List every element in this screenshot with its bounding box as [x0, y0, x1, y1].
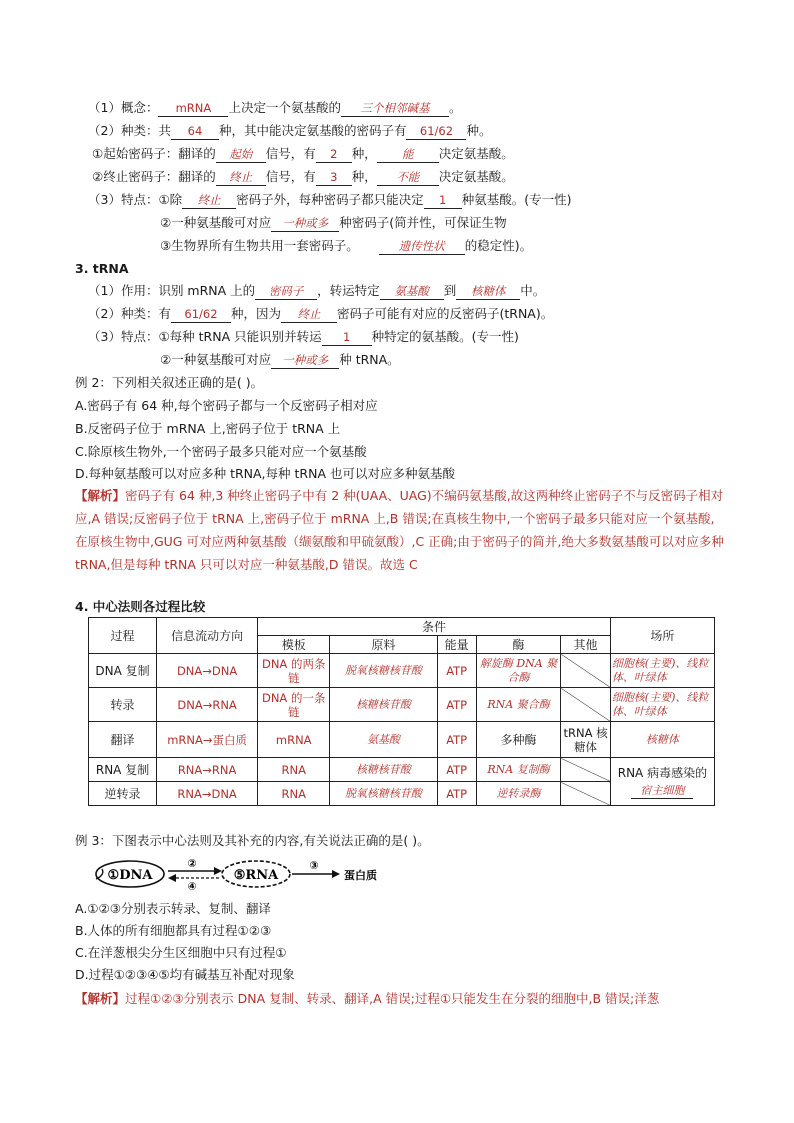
- blank-genetic-trait: 遗传性状: [379, 239, 465, 255]
- blank-stop-3: 终止: [281, 307, 337, 323]
- blank-ribosome: 核糖体: [456, 284, 520, 300]
- codon-concept-line: （1）概念： mRNA 上决定一个氨基酸的 三个相邻碱基 。: [88, 100, 462, 115]
- table-row: DNA 复制 DNA→DNA DNA 的两条链 脱氧核糖核苷酸 ATP 解旋酶 DNA 聚合酶 细胞核(主要)、线粒体、叶绿体: [89, 654, 715, 688]
- header-enzyme: 酶: [476, 636, 561, 654]
- trna-feature-1-line: （3）特点：①每种 tRNA 只能识别并转运 1 种特定的氨基酸。(专一性): [88, 329, 519, 344]
- blank-three-bases: 三个相邻碱基: [341, 101, 449, 117]
- blank-codon: 密码子: [255, 284, 317, 300]
- diagonal-cell: [561, 758, 611, 782]
- blank-stop-2: 终止: [182, 193, 236, 209]
- start-codon-line: ①起始密码子：翻译的 起始 信号，有 2 种， 能 决定氨基酸。: [92, 146, 514, 161]
- example2-option-a: A.密码子有 64 种,每个密码子都与一个反密码子相对应: [75, 398, 378, 413]
- analysis-label: 【解析】: [75, 991, 126, 1006]
- codon-types-line: （2）种类：共 64 种，其中能决定氨基酸的密码子有 61/62 种。: [88, 123, 492, 138]
- table-row: RNA 复制 RNA→RNA RNA 核糖核苷酸 ATP RNA 复制酶 RNA 病毒感染的宿主细胞: [89, 758, 715, 782]
- blank-one-or-more: 一种或多: [271, 216, 339, 232]
- blank-2: 2: [316, 147, 352, 163]
- arrow-2-label: ②: [187, 857, 197, 870]
- example3-question: 例 3：下图表示中心法则及其补充的内容,有关说法正确的是( )。: [75, 833, 430, 848]
- example3-option-d: D.过程①②③④⑤均有碱基互补配对现象: [75, 967, 295, 982]
- header-site: 场所: [610, 618, 714, 654]
- central-dogma-table: [88, 617, 715, 806]
- analysis-label: 【解析】: [75, 488, 126, 503]
- diagonal-cell: [561, 782, 611, 806]
- arrow-2-head-icon: [214, 867, 222, 875]
- table-row: 逆转录 RNA→DNA RNA 脱氧核糖核苷酸 ATP 逆转录酶: [89, 782, 715, 806]
- codon-feature-3-line: ③生物界所有生物共用一套密码子。 遗传性状 的稳定性)。: [160, 238, 533, 253]
- example3-option-a: A.①②③分别表示转录、复制、翻译: [75, 901, 271, 916]
- table-row: 翻译 mRNA→蛋白质 mRNA 氨基酸 ATP 多种酶 tRNA 核糖体 核糖体: [89, 722, 715, 758]
- blank-mrna: mRNA: [158, 101, 228, 117]
- blank-1-b: 1: [322, 330, 372, 346]
- example3-analysis: [75, 987, 725, 1010]
- header-energy: 能量: [437, 636, 476, 654]
- arrow-3-label: ③: [309, 859, 319, 872]
- blank-can: 能: [377, 147, 439, 163]
- example2-analysis: [75, 484, 725, 576]
- blank-host-cell: 宿主细胞: [631, 783, 693, 799]
- header-other: 其他: [561, 636, 611, 654]
- blank-start: 起始: [216, 147, 266, 163]
- table-header-row: [89, 618, 715, 636]
- analysis-text: 过程①②③分别表示 DNA 复制、转录、翻译,A 错误;过程①只能发生在分裂的细胞中,B 错误;洋葱: [125, 991, 660, 1006]
- merged-site-cell: RNA 病毒感染的宿主细胞: [610, 758, 714, 806]
- table-heading: 4. 中心法则各过程比较: [75, 599, 206, 614]
- example2-question: 例 2：下列相关叙述正确的是( )。: [75, 375, 264, 390]
- blank-one-or-more-b: 一种或多: [271, 353, 339, 369]
- diagonal-cell: [561, 654, 611, 688]
- blank-amino-acid: 氨基酸: [380, 284, 444, 300]
- codon-feature-1-line: （3）特点：①除 终止 密码子外，每种密码子都只能决定 1 种氨基酸。(专一性): [88, 192, 572, 207]
- blank-cannot: 不能: [377, 170, 439, 186]
- header-flow: 信息流动方向: [157, 618, 258, 654]
- blank-61-62: 61/62: [406, 124, 466, 140]
- trna-heading: 3. tRNA: [75, 261, 129, 276]
- dna-node-label: ①DNA: [107, 868, 153, 883]
- blank-1: 1: [424, 193, 462, 209]
- codon-feature-2-line: ②一种氨基酸可对应 一种或多 种密码子(简并性，可保证生物: [160, 215, 507, 230]
- blank-61-62-b: 61/62: [171, 307, 231, 323]
- trna-types-line: （2）种类：有 61/62 种，因为 终止 密码子可能有对应的反密码子(tRNA)。: [88, 306, 554, 321]
- arrow-4-head-icon: [168, 874, 176, 882]
- table-row: 转录 DNA→RNA DNA 的一条链 核糖核苷酸 ATP RNA 聚合酶 细胞核(主要)、线粒体、叶绿体: [89, 688, 715, 722]
- example3-option-c: C.在洋葱根尖分生区细胞中只有过程①: [75, 945, 287, 960]
- arrow-4-label: ④: [187, 880, 197, 891]
- stop-codon-line: ②终止密码子：翻译的 终止 信号，有 3 种， 不能 决定氨基酸。: [92, 169, 514, 184]
- analysis-text: 密码子有 64 种,3 种终止密码子中有 2 种(UAA、UAG)不编码氨基酸,故这两种终止密码子不与反密码子相对应,A 错误;反密码子位于 tRNA 上,密码子位于 mRNA 上,B 错误;在真核生物中,一个密码子最多只能对应一个氨基酸,在原核生物中,GUG 可对应两种氨基酸（缬氨酸和甲硫氨酸）,C 正确;由于密码子的简并,绝大多数氨基酸可以对应多种 tRNA,但是每种 tRNA 只可以对应一种氨基酸,D 错误。故选 C: [75, 488, 724, 572]
- protein-label: 蛋白质: [344, 869, 377, 882]
- example2-option-b: B.反密码子位于 mRNA 上,密码子位于 tRNA 上: [75, 421, 341, 436]
- blank-3: 3: [316, 170, 352, 186]
- header-condition: 条件: [258, 618, 611, 636]
- trna-feature-2-line: ②一种氨基酸可对应 一种或多 种 tRNA。: [160, 352, 400, 367]
- blank-stop: 终止: [216, 170, 266, 186]
- diagonal-cell: [561, 688, 611, 722]
- header-template: 模板: [258, 636, 330, 654]
- header-material: 原料: [330, 636, 437, 654]
- blank-64: 64: [171, 124, 219, 140]
- example3-option-b: B.人体的所有细胞都具有过程①②③: [75, 923, 272, 938]
- example2-option-c: C.除原核生物外,一个密码子最多只能对应一个氨基酸: [75, 444, 367, 459]
- trna-function-line: （1）作用：识别 mRNA 上的 密码子 ，转运特定 氨基酸 到 核糖体 中。: [88, 283, 546, 298]
- example2-option-d: D.每种氨基酸可以对应多种 tRNA,每种 tRNA 也可以对应多种氨基酸: [75, 466, 455, 481]
- arrow-3-head-icon: [332, 870, 340, 878]
- rna-node-label: ⑤RNA: [233, 868, 279, 883]
- header-process: 过程: [89, 618, 157, 654]
- central-dogma-diagram: [92, 857, 392, 891]
